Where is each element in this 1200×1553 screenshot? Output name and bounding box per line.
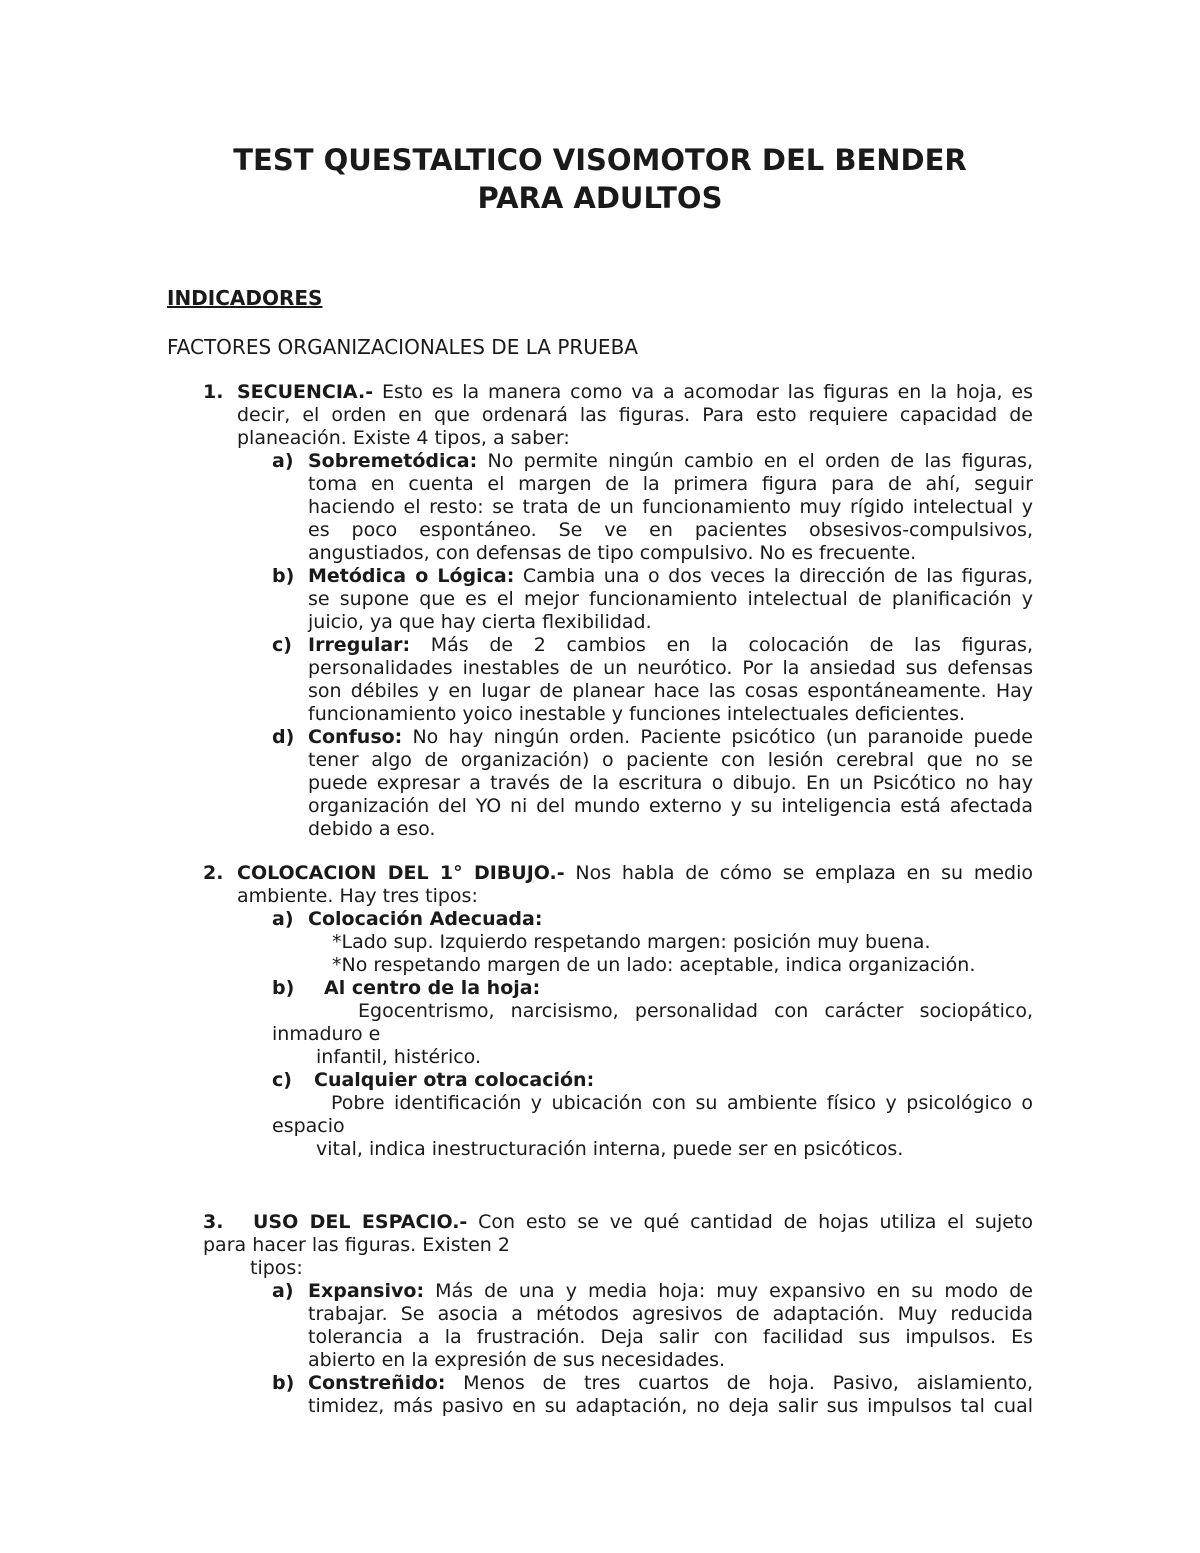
s1d-line-4: organización del YO ni del mundo externo y su inteligencia está afectada	[308, 795, 1033, 817]
s1-line-2: decir, el orden en que ordenará las figuras. Para esto requiere capacidad de	[237, 404, 1033, 426]
s2b-label: Al centro de la hoja:	[324, 977, 541, 999]
s2a-label: Colocación Adecuada:	[308, 908, 543, 930]
s1d-line-5: debido a eso.	[308, 818, 436, 840]
s3b-marker: b)	[272, 1372, 295, 1394]
s1d-line-2: tener algo de organización) o paciente con lesión cerebral que no se	[308, 749, 1033, 771]
s2a-marker: a)	[272, 908, 294, 930]
s3a-line-3: tolerancia a la frustración. Deja salir con facilidad sus impulsos. Es	[308, 1326, 1033, 1348]
s1a-line-3: haciendo el resto: se trata de un funcionamiento muy rígido intelectual y	[308, 496, 1033, 518]
subheading: FACTORES ORGANIZACIONALES DE LA PRUEBA	[167, 335, 638, 359]
s2a-line-1: *Lado sup. Izquierdo respetando margen: posición muy buena.	[332, 931, 931, 953]
s2-line-2: ambiente. Hay tres tipos:	[237, 885, 478, 907]
s1a-line-2: toma en cuenta el margen de la primera figura para de ahí, seguir	[308, 473, 1033, 495]
s2a-line-2: *No respetando margen de un lado: aceptable, indica organización.	[332, 954, 976, 976]
s1b-line-2: se supone que es el mejor funcionamiento intelectual de planificación y	[308, 588, 1033, 610]
s3a-marker: a)	[272, 1280, 294, 1302]
document-title	[0, 141, 1200, 217]
s2c-line-3: vital, indica inestructuración interna, puede ser en psicóticos.	[316, 1138, 904, 1160]
item-number-3: 3.	[203, 1211, 224, 1233]
s3a-line-4: abierto en la expresión de sus necesidades.	[308, 1349, 726, 1371]
s2b-line-2: inmaduro e	[272, 1023, 381, 1045]
s3a-line-2: trabajar. Se asocia a métodos agresivos de adaptación. Muy reducida	[308, 1303, 1033, 1325]
s1-line-3: planeación. Existe 4 tipos, a saber:	[237, 427, 570, 449]
s2c-line-1: Pobre identificación y ubicación con su ambiente físico y psicológico o	[331, 1092, 1033, 1114]
s3a-line-1: Expansivo: Más de una y media hoja: muy expansivo en su modo de	[308, 1280, 1033, 1302]
s2b-line-3: infantil, histérico.	[316, 1046, 482, 1068]
s1c-marker: c)	[272, 634, 292, 656]
s1a-marker: a)	[272, 450, 294, 472]
s1a-line-4: es poco espontáneo. Se ve en pacientes obsesivos-compulsivos,	[308, 519, 1033, 541]
s1b-line-1: Metódica o Lógica: Cambia una o dos veces la dirección de las figuras,	[308, 565, 1033, 587]
s1b-line-3: juicio, ya que hay cierta flexibilidad.	[308, 611, 652, 633]
s1a-line-5: angustiados, con defensas de tipo compulsivo. No es frecuente.	[308, 542, 917, 564]
s1c-line-4: funcionamiento yoico inestable y funciones intelectuales deficientes.	[308, 703, 966, 725]
item-number-2: 2.	[203, 862, 224, 884]
s3-line-3: tipos:	[250, 1257, 303, 1279]
title-line-2: PARA ADULTOS	[477, 181, 723, 215]
s2-line-1: COLOCACION DEL 1° DIBUJO.- Nos habla de cómo se emplaza en su medio	[237, 862, 1033, 884]
title-line-1: TEST QUESTALTICO VISOMOTOR DEL BENDER	[233, 143, 967, 177]
s1d-line-1: Confuso: No hay ningún orden. Paciente psicótico (un paranoide puede	[308, 726, 1033, 748]
s2c-line-2: espacio	[272, 1115, 345, 1137]
s3-line-1: USO DEL ESPACIO.- Con esto se ve qué cantidad de hojas utiliza el sujeto	[253, 1211, 1033, 1233]
s1-line-1: SECUENCIA.- Esto es la manera como va a acomodar las figuras en la hoja, es	[237, 381, 1033, 403]
s2c-label: Cualquier otra colocación:	[314, 1069, 595, 1091]
s1c-line-1: Irregular: Más de 2 cambios en la colocación de las figuras,	[308, 634, 1033, 656]
s3-line-2: para hacer las figuras. Existen 2	[203, 1234, 510, 1256]
s3b-line-1: Constreñido: Menos de tres cuartos de hoja. Pasivo, aislamiento,	[308, 1372, 1033, 1394]
s1b-marker: b)	[272, 565, 295, 587]
s1c-line-3: son débiles y en lugar de planear hace las cosas espontáneamente. Hay	[308, 680, 1033, 702]
s2b-marker: b)	[272, 977, 295, 999]
item-number-1: 1.	[203, 381, 224, 403]
s3b-line-2: timidez, más pasivo en su adaptación, no deja salir sus impulsos tal cual	[308, 1395, 1033, 1417]
section-heading: INDICADORES	[167, 286, 323, 310]
s1a-line-1: Sobremetódica: No permite ningún cambio en el orden de las figuras,	[308, 450, 1033, 472]
s1d-line-3: puede expresar a través de la escritura o dibujo. En un Psicótico no hay	[308, 772, 1033, 794]
s1d-marker: d)	[272, 726, 295, 748]
s2b-line-1: Egocentrismo, narcisismo, personalidad con carácter sociopático,	[358, 1000, 1033, 1022]
s1c-line-2: personalidades inestables de un neurótico. Por la ansiedad sus defensas	[308, 657, 1033, 679]
s2c-marker: c)	[272, 1069, 292, 1091]
